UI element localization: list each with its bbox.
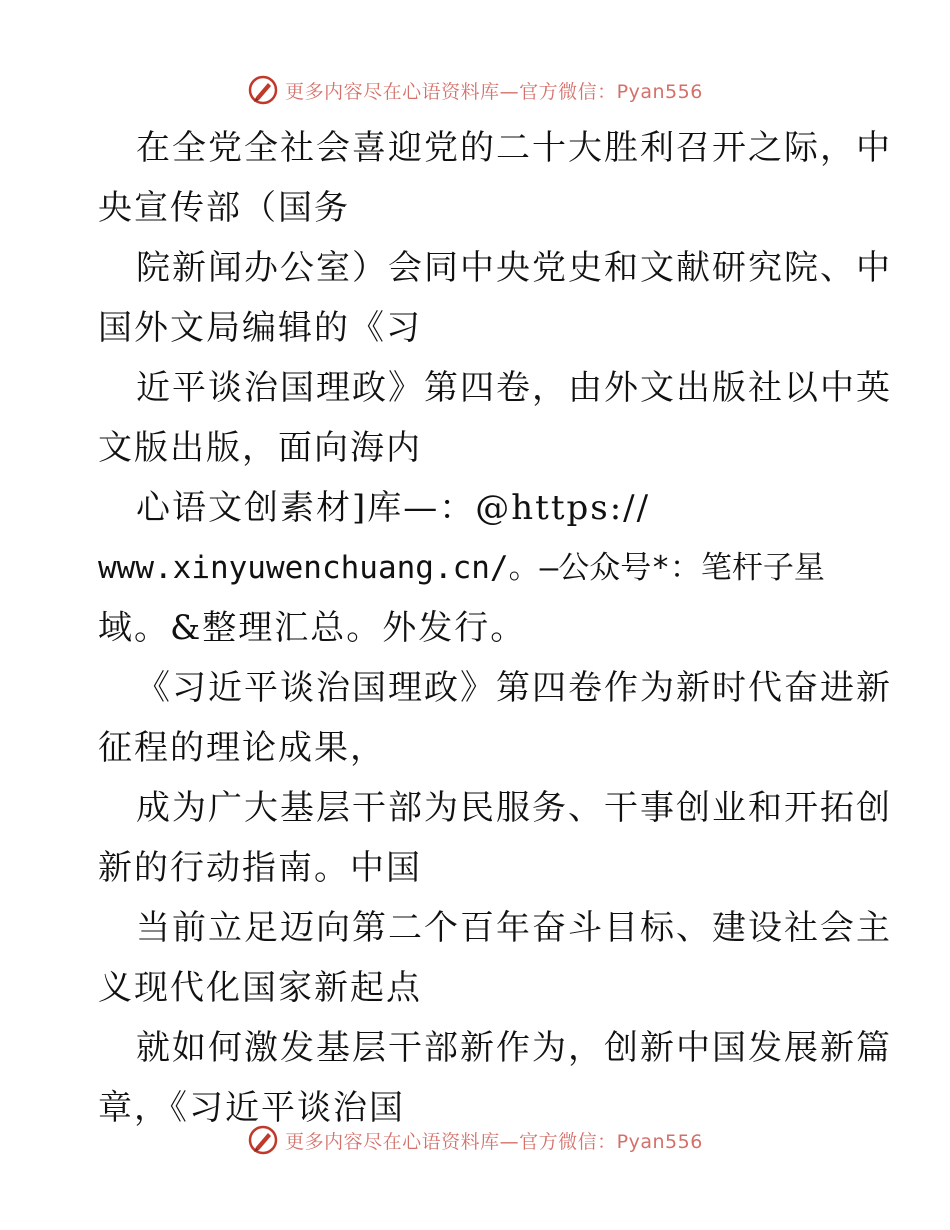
text-line-url: www.xinyuwenchuang.cn/。—公众号*：笔杆子星 (98, 550, 825, 586)
text-line: 央宣传部（国务 (98, 188, 350, 228)
watermark-text: 更多内容尽在心语资料库—官方微信：Pyan556 (285, 80, 703, 103)
text-line: 《习近平谈治国理政》第四卷作为新时代奋进新 (136, 668, 892, 708)
footer-watermark (0, 1120, 950, 1160)
text-line: 征程的理论成果， (98, 728, 386, 768)
text-line: 文版出版，面向海内 (98, 428, 422, 468)
watermark-text: 更多内容尽在心语资料库—官方微信：Pyan556 (285, 1130, 703, 1153)
text-line: 在全党全社会喜迎党的二十大胜利召开之际，中 (136, 128, 892, 168)
text-line: 国外文局编辑的《习 (98, 308, 422, 348)
header-watermark (0, 70, 950, 110)
text-line: 义现代化国家新起点 (98, 968, 422, 1008)
text-line: 近平谈治国理政》第四卷，由外文出版社以中英 (136, 368, 892, 408)
text-line: 当前立足迈向第二个百年奋斗目标、建设社会主 (136, 908, 892, 948)
pen-logo-icon (247, 74, 279, 106)
text-line: 心语文创素材]库—：@https:// (136, 488, 651, 528)
text-line: 新的行动指南。中国 (98, 848, 422, 888)
text-line: 章，《习近平谈治国 (98, 1088, 405, 1128)
document-body (98, 118, 892, 1138)
pen-logo-icon (247, 1124, 279, 1156)
text-line: 就如何激发基层干部新作为，创新中国发展新篇 (136, 1028, 892, 1068)
text-line: 成为广大基层干部为民服务、干事创业和开拓创 (136, 788, 892, 828)
text-line: 院新闻办公室）会同中央党史和文献研究院、中 (136, 248, 892, 288)
text-line: 域。&整理汇总。外发行。 (98, 608, 527, 648)
